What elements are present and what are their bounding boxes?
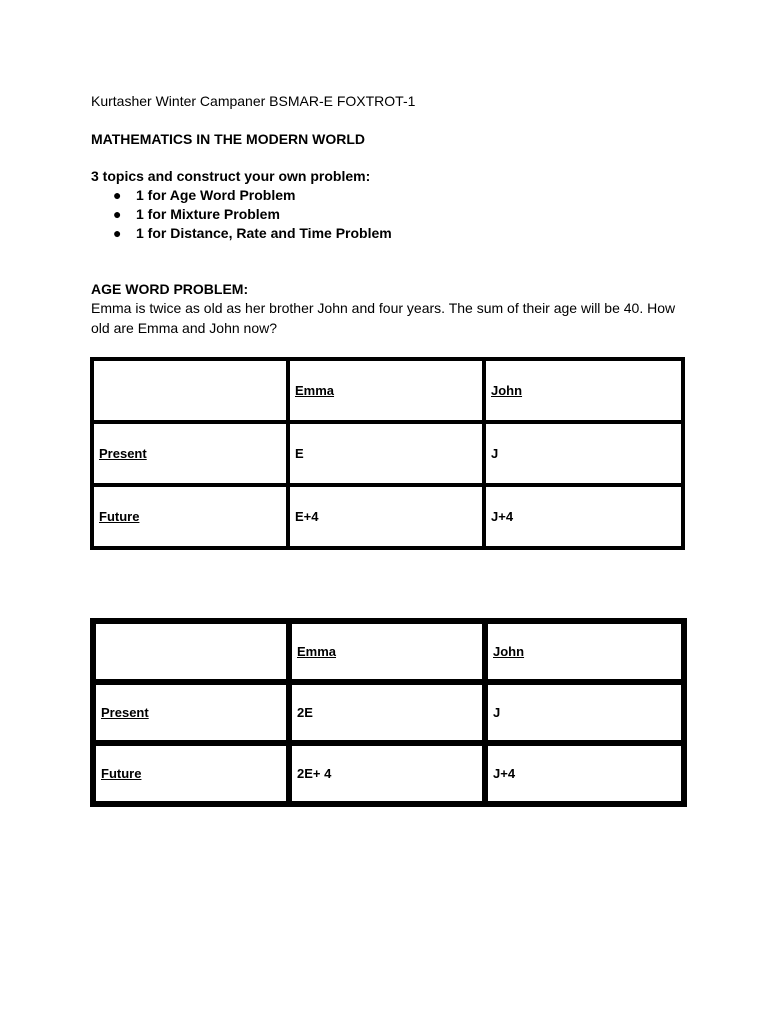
topic-item [91,205,392,224]
topic-list [91,186,392,243]
header-label-emma: Emma [295,383,335,398]
table-header-cell [289,621,485,682]
table-cell: 2E+ 4 [289,743,485,804]
table-cell: J+4 [485,743,684,804]
section-heading: AGE WORD PROBLEM: [91,281,249,297]
header-label-john: John [493,644,525,659]
topic-item [91,186,392,205]
table-cell: J [484,422,683,485]
table-corner-cell [92,359,288,422]
author-line: Kurtasher Winter Campaner BSMAR-E FOXTROT-1 [91,93,416,109]
table-row [92,485,683,548]
table-row [93,743,684,804]
table-header-cell [485,621,684,682]
table-header-row [92,359,683,422]
topic-label: 1 for Mixture Problem [136,206,280,222]
age-table-2 [90,618,687,807]
table-cell: J [485,682,684,743]
row-label-cell [93,682,289,743]
table-header-row [93,621,684,682]
row-label-future: Future [101,766,142,781]
row-label-cell [92,422,288,485]
table-cell: E [288,422,484,485]
table-cell: J+4 [484,485,683,548]
course-title: MATHEMATICS IN THE MODERN WORLD [91,131,366,147]
table-header-cell [484,359,683,422]
table-row [93,682,684,743]
problem-statement: Emma is twice as old as her brother John and four years. The sum of their age will be 40. How old are Emma and John now? [91,300,676,336]
row-label-present: Present [101,705,149,720]
header-label-emma: Emma [297,644,337,659]
row-label-cell [92,485,288,548]
bullet-icon: ● [113,206,122,222]
topic-label: 1 for Age Word Problem [136,187,296,203]
table-cell: E+4 [288,485,484,548]
header-label-john: John [491,383,523,398]
age-table-1 [90,357,685,550]
bullet-icon: ● [113,187,122,203]
table-cell: 2E [289,682,485,743]
table-row [92,422,683,485]
topic-item [91,224,392,243]
instructions-text: 3 topics and construct your own problem: [91,168,371,184]
row-label-future: Future [99,509,140,524]
table-header-cell [288,359,484,422]
topic-label: 1 for Distance, Rate and Time Problem [136,225,392,241]
table-corner-cell [93,621,289,682]
bullet-icon: ● [113,225,122,241]
row-label-present: Present [99,446,147,461]
row-label-cell [93,743,289,804]
